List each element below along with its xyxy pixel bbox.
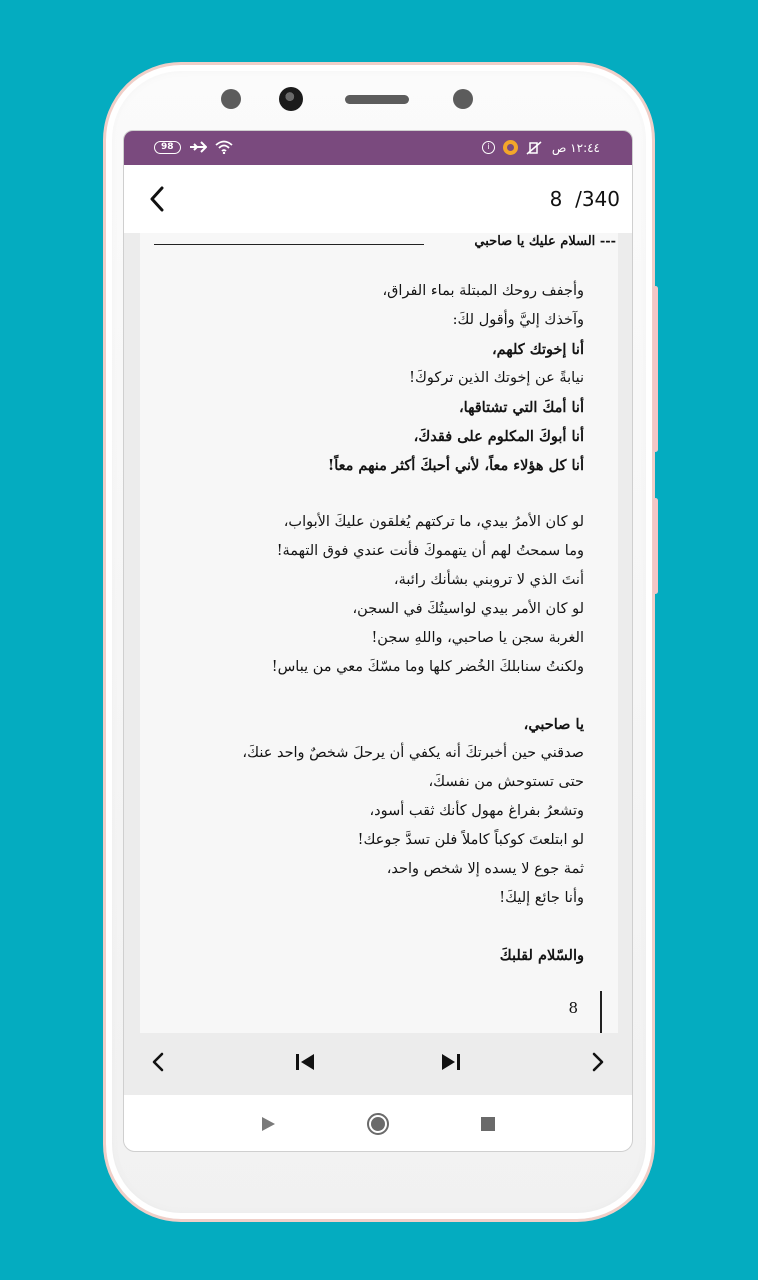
poem-line: أنا أبوكَ المكلوم على فقدكَ، — [413, 428, 584, 445]
sensor-dot — [221, 89, 241, 109]
poem-line: أنا كل هؤلاء معاً، لأني أحبكَ أكثر منهم معاً! — [327, 457, 584, 474]
poem-line: وتشعرُ بفراغ مهول كأنك ثقب أسود، — [369, 803, 584, 819]
skip-back-icon — [294, 1052, 316, 1072]
last-page-button[interactable] — [431, 1042, 471, 1082]
page-header-text: --- السلام عليك يا صاحبي — [474, 234, 616, 249]
volume-button — [653, 286, 658, 452]
header-rule — [154, 244, 424, 245]
earpiece-speaker — [345, 95, 409, 104]
chevron-left-icon — [152, 1052, 164, 1072]
triangle-back-icon — [260, 1116, 276, 1132]
poem-line: لو ابتلعتَ كوكباً كاملاً فلن تسدَّ جوعك! — [357, 832, 584, 848]
info-icon: i — [482, 141, 495, 154]
next-page-button[interactable] — [578, 1042, 618, 1082]
mute-icon — [526, 141, 544, 155]
system-back-button[interactable] — [250, 1106, 286, 1142]
power-button — [653, 498, 658, 594]
poem-line: والسّلام لقلبكَ — [499, 947, 584, 964]
stanza-4 — [164, 941, 584, 970]
stanza-1 — [164, 277, 584, 480]
poem-line: يا صاحبي، — [523, 716, 584, 733]
poem-line: الغربة سجن يا صاحبي، واللهِ سجن! — [371, 630, 584, 646]
system-nav-bar — [124, 1095, 632, 1152]
page-margin-bar — [600, 991, 602, 1033]
poem-line: ثمة جوع لا يسده إلا شخص واحد، — [386, 861, 584, 877]
front-camera — [279, 87, 303, 111]
previous-page-button[interactable] — [138, 1042, 178, 1082]
status-left — [154, 140, 233, 154]
back-button[interactable] — [140, 181, 174, 217]
stanza-3 — [164, 710, 584, 913]
poem-line: وأنا جائع إليكَ! — [499, 890, 584, 906]
chevron-right-icon — [592, 1052, 604, 1072]
poem-line: وما سمحتُ لهم أن يتهموكَ فأنت عندي فوق التهمة! — [276, 543, 584, 559]
poem-line: أنا أمكَ التي تشتاقها، — [458, 399, 584, 416]
chevron-left-icon — [149, 186, 165, 212]
poem-line: وآخذك إليَّ وأقول لكَ: — [452, 312, 584, 328]
reader-nav-bar — [124, 1033, 632, 1091]
stanza-2 — [164, 508, 584, 682]
circle-home-icon — [366, 1112, 390, 1136]
airplane-icon — [189, 140, 207, 154]
battery-icon: 98 — [154, 141, 181, 154]
status-right — [482, 140, 600, 155]
poem-line: نيابةً عن إخوتك الذين تركوكَ! — [409, 370, 584, 386]
first-page-button[interactable] — [285, 1042, 325, 1082]
system-recents-button[interactable] — [470, 1106, 506, 1142]
status-time: ١٢:٤٤ ص — [551, 140, 600, 155]
square-recents-icon — [480, 1116, 496, 1132]
screen — [123, 130, 633, 1152]
poem-line: حتى تستوحش من نفسكَ، — [428, 774, 584, 790]
poem-text — [164, 277, 584, 970]
record-icon — [503, 140, 518, 155]
book-page[interactable] — [140, 233, 618, 1033]
poem-line: لو كان الأمرُ بيدي، ما تركتهم يُغلقون عليكَ الأبواب، — [283, 514, 584, 530]
sensor-dot-right — [453, 89, 473, 109]
page-counter: 8 /340 — [549, 187, 620, 211]
wifi-icon — [215, 140, 233, 154]
page-header — [154, 233, 616, 253]
status-bar — [124, 131, 632, 165]
skip-forward-icon — [440, 1052, 462, 1072]
poem-line: صدقني حين أخبرتكَ أنه يكفي أن يرحلَ شخصٌ واحد عنكَ، — [242, 745, 584, 761]
poem-line: أنتَ الذي لا تروبني بشأنك رائبة، — [393, 572, 584, 588]
poem-line: لو كان الأمر بيدي لواسيتُكَ في السجن، — [352, 601, 584, 617]
poem-line: وأجفف روحك المبتلة بماء الفراق، — [382, 283, 584, 299]
poem-line: ولكنتُ سنابلكَ الخُضر كلها وما مسّكَ معي من يباس! — [271, 659, 584, 675]
page-number: 8 — [568, 999, 578, 1017]
poem-line: أنا إخوتك كلهم، — [491, 341, 584, 358]
system-home-button[interactable] — [360, 1106, 396, 1142]
app-bar — [124, 165, 632, 233]
